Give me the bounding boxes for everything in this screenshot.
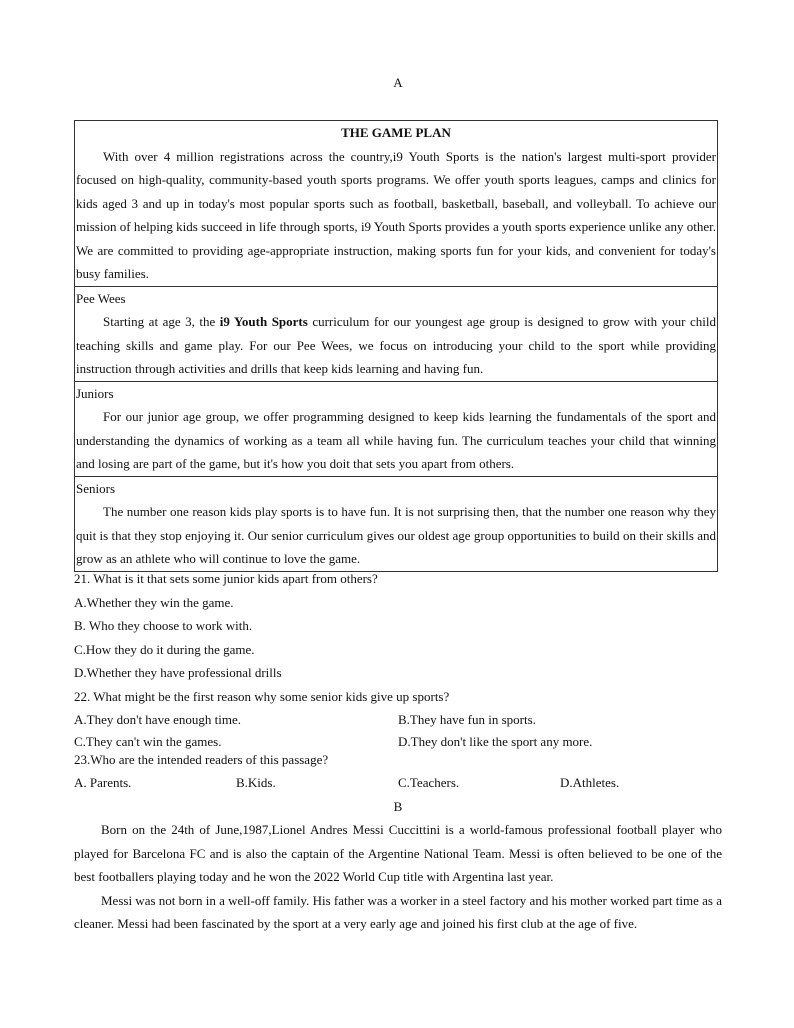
question-22-option-a: A.They don't have enough time.	[74, 712, 241, 727]
question-22-options-row-1	[74, 708, 722, 732]
question-22-options-row-2	[74, 732, 722, 748]
question-23-option-a: A. Parents.	[74, 775, 132, 790]
question-22-option-b: B.They have fun in sports.	[398, 712, 536, 727]
question-23-option-c: C.Teachers.	[398, 775, 460, 790]
pee-wees-text-before: Starting at age 3, the	[103, 314, 220, 329]
pee-wees-paragraph	[76, 310, 716, 381]
question-21-option-a: A.Whether they win the game.	[74, 594, 234, 610]
intro-row	[75, 121, 717, 286]
question-23-options-row	[74, 771, 722, 795]
question-21-option-d: D.Whether they have professional drills	[74, 665, 282, 680]
question-22-option-d: D.They don't like the sport any more.	[398, 733, 593, 749]
seniors-paragraph: The number one reason kids play sports is to have fun. It is not surprising then, that the number one reason why they quit is that they stop enjoying it. Our senior curriculum gives our oldest age group opportunities to build on their skills and grow as an athlete who will continue to love the game.	[76, 504, 716, 566]
seniors-label: Seniors	[76, 480, 115, 496]
brand-name: i9 Youth Sports	[219, 314, 308, 329]
question-21-option-c: C.How they do it during the game.	[74, 641, 255, 657]
question-list	[74, 567, 722, 795]
pee-wees-row	[75, 286, 717, 381]
juniors-row	[75, 381, 717, 476]
intro-paragraph: With over 4 million registrations across the country,i9 Youth Sports is the nation's largest multi-sport provider focused on high-quality, community-based youth sports programs. We offer youth sports leagues, camps and clinics for kids aged 3 and up in today's most popular sports such as football, basketball, baseball, and volleyball. To achieve our mission of helping kids succeed in life through sports, i9 Youth Sports provides a youth sports experience unlike any other. We are committed to providing age-appropriate instruction, making sports fun for your kids, and convenient for today's busy families.	[76, 148, 716, 281]
passage-b-paragraph-1: Born on the 24th of June,1987,Lionel Andres Messi Cuccittini is a world-famous professional football player who played for Barcelona FC and is also the captain of the Argentine National Team. Messi is often believed to be one of the best footballers playing today and he won the 2022 World Cup title with Argentina last year.	[74, 822, 722, 884]
section-b-label: B	[393, 799, 403, 814]
passage-b	[74, 818, 722, 936]
passage-b-paragraph-2: Messi was not born in a well-off family. His father was a worker in a steel factory and his mother worked part time as a cleaner. Messi had been fascinated by the sport at a very early age and joined his first club at the age of five.	[74, 892, 722, 931]
section-a-label: A	[393, 75, 403, 90]
ad-title: THE GAME PLAN	[341, 125, 451, 140]
juniors-label: Juniors	[76, 385, 114, 401]
question-21-stem: 21. What is it that sets some junior kids apart from others?	[74, 571, 378, 586]
seniors-row	[75, 476, 717, 571]
question-22-stem: 22. What might be the first reason why some senior kids give up sports?	[74, 688, 450, 704]
pee-wees-text-after: curriculum for our youngest age group is designed to grow with your child teaching skills and game play. For our Pee Wees, we focus on introducing your child to the sport while providing instruction through activities and drills that keep kids learning and having fun.	[76, 314, 716, 376]
question-23-option-d: D.Athletes.	[560, 775, 620, 790]
pee-wees-label: Pee Wees	[76, 290, 126, 306]
question-23-option-b: B.Kids.	[236, 775, 276, 790]
question-22-option-c: C.They can't win the games.	[74, 733, 222, 749]
juniors-paragraph: For our junior age group, we offer programming designed to keep kids learning the fundamentals of the sport and understanding the dynamics of working as a team all while having fun. The curriculum teaches your child that winning and losing are part of the game, but it's how you doit that sets you apart from others.	[76, 409, 716, 471]
question-21-option-b: B. Who they choose to work with.	[74, 618, 253, 633]
question-23-stem: 23.Who are the intended readers of this passage?	[74, 751, 329, 767]
game-plan-box	[74, 120, 718, 572]
